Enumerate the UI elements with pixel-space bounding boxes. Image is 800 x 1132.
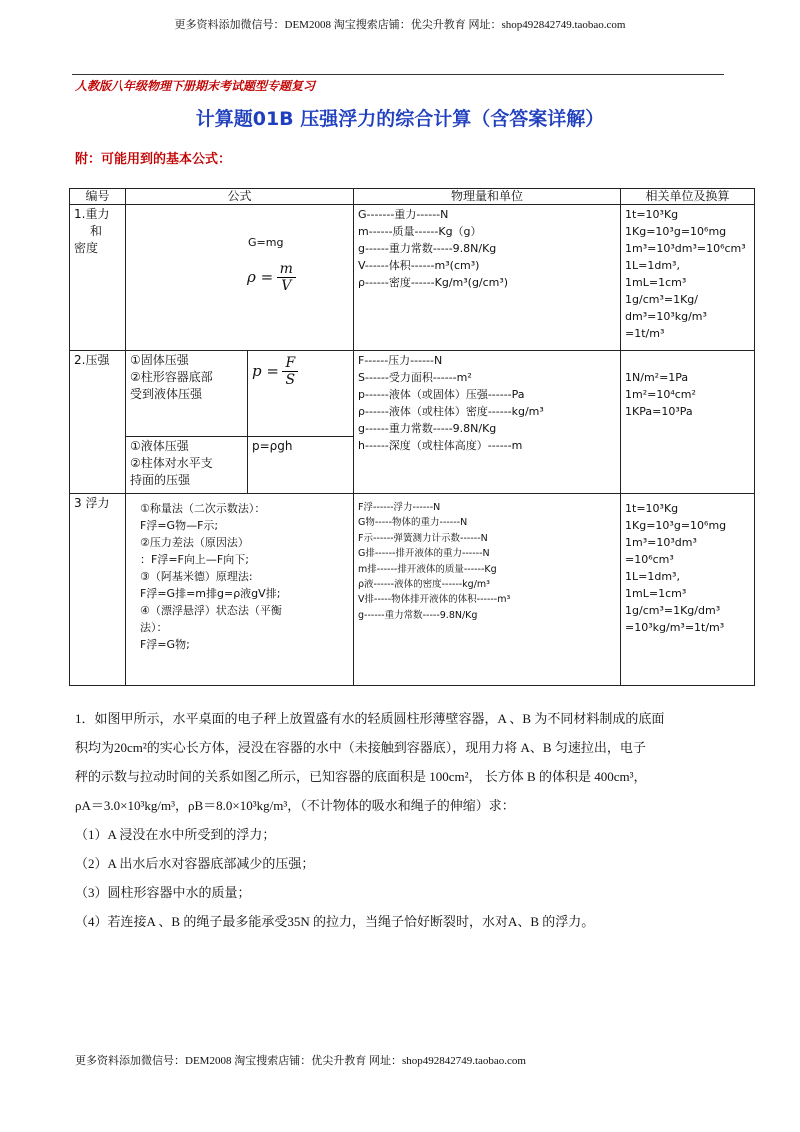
conversions-buoyancy: [621, 494, 755, 686]
pressure-liquid-formula: p=ρgh: [248, 437, 354, 494]
conversion-line: =10³kg/m³=1t/m³: [625, 621, 725, 634]
quantity-line: V排-----物体排开液体的体积------m³: [358, 594, 511, 606]
conversion-line: 1g/cm³=1Kg/: [625, 293, 698, 306]
table-header-row: [70, 189, 755, 205]
quantity-line: G-------重力------N: [358, 208, 449, 221]
pressure-solid-formula: [248, 351, 354, 437]
conversion-line: =10⁶cm³: [625, 553, 674, 566]
formula-cell-gravity: [126, 205, 354, 351]
conversion-line: 1KPa=10³Pa: [625, 405, 693, 418]
quantity-line: F示------弹簧测力计示数------N: [358, 532, 488, 544]
pressure-text-line: ①液体压强: [130, 439, 189, 453]
row-label-line: 1.重力: [74, 207, 110, 221]
pressure-text-line: 受到液体压强: [130, 387, 203, 401]
pressure-lhs: p =: [252, 362, 279, 380]
problem-stem-line: 秤的示数与拉动时间的关系如图乙所示，已知容器的底面积是 100cm²， 长方体 B 的体积是 400cm³，: [75, 769, 647, 784]
problem-block: [75, 704, 755, 936]
row-label-line: 和: [90, 224, 103, 238]
question-line: （1）A 浸没在水中所受到的浮力；: [75, 827, 276, 842]
quantities-gravity: [354, 205, 621, 351]
question-line: （4）若连接A 、B 的绳子最多能承受35N 的拉力，当绳子恰好断裂时，水对A、B 的浮力。: [75, 914, 595, 929]
method-line: ④（漂浮悬浮）状态法（平衡: [140, 604, 282, 617]
conversion-line: 1Kg=10³g=10⁶mg: [625, 519, 727, 532]
quantities-buoyancy: [354, 494, 621, 686]
pressure-liquid-text: [126, 437, 248, 494]
main-title: 计算题01B 压强浮力的综合计算（含答案详解）: [195, 108, 605, 130]
conversion-line: 1m³=10³dm³: [625, 536, 697, 549]
quantity-line: g------重力常数-----9.8N/Kg: [358, 609, 478, 621]
row-label-line: 密度: [74, 241, 99, 255]
problem-stem-line: 积均为20cm²的实心长方体，浸没在容器的水中（未接触到容器底），现用力将 A、B 匀速拉出，电子: [75, 740, 646, 755]
row-label-buoyancy: 3 浮力: [70, 494, 126, 686]
conversion-line: 1t=10³Kg: [625, 208, 679, 221]
quantity-line: p------液体（或固体）压强------Pa: [358, 388, 525, 401]
conversions-pressure: [621, 351, 755, 494]
header-divider: [72, 74, 724, 75]
conversion-line: 1t=10³Kg: [625, 502, 679, 515]
problem-stem-line: ρA＝3.0×10³kg/m³，ρB＝8.0×10³kg/m³，（不计物体的吸水和绳子的伸缩）求：: [75, 798, 515, 813]
pressure-solid-text: [126, 351, 248, 437]
question-line: （2）A 出水后水对容器底部减少的压强；: [75, 856, 315, 871]
conversion-line: 1L=1dm³,: [625, 570, 680, 583]
quantity-line: G物-----物体的重力------N: [358, 517, 468, 529]
quantity-line: g------重力常数-----9.8N/Kg: [358, 422, 497, 435]
conversion-line: 1m³=10³dm³=10⁶cm³: [625, 242, 746, 255]
quantities-pressure: [354, 351, 621, 494]
pressure-text-line: ②柱形容器底部: [130, 370, 213, 384]
quantity-line: V------体积------m³(cm³): [358, 259, 480, 272]
pressure-fraction: [282, 355, 298, 388]
quantity-line: S------受力面积------m²: [358, 371, 472, 384]
conversion-line: 1m²=10⁴cm²: [625, 388, 696, 401]
quantity-line: m排------排开液体的质量------Kg: [358, 563, 497, 575]
method-line: ①称量法（二次示数法）：: [140, 502, 266, 515]
quantity-line: h------深度（或柱体高度）------m: [358, 439, 523, 452]
page-header: 更多资料添加微信号：DEM2008 淘宝搜索店铺：优尖升教育 网址：shop492842749.taobao.com: [174, 19, 626, 31]
quantity-line: ρ------液体（或柱体）密度------kg/m³: [358, 405, 544, 418]
conversion-line: 1L=1dm³,: [625, 259, 680, 272]
buoyancy-methods: [126, 494, 354, 686]
quantity-line: ρ液------液体的密度------kg/m³: [358, 579, 490, 591]
conversion-line: 1g/cm³=1Kg/dm³: [625, 604, 721, 617]
table-row-gravity-density: [70, 205, 755, 351]
quantity-line: m------质量------Kg（g）: [358, 225, 482, 238]
row-label-pressure: 2.压强: [70, 351, 126, 494]
series-title: 人教版八年级物理下册期末考试题型专题复习: [75, 79, 316, 93]
quantity-line: F浮------浮力------N: [358, 502, 441, 513]
method-line: ③（阿基米德）原理法:: [140, 570, 253, 583]
fraction-numerator: F: [282, 355, 298, 372]
fraction-denominator: S: [285, 372, 296, 388]
density-lhs: ρ =: [247, 268, 274, 286]
conversion-line: 1mL=1cm³: [625, 587, 687, 600]
method-line: ②压力差法（原因法）: [140, 536, 249, 549]
pressure-text-line: 持面的压强: [130, 473, 191, 487]
problem-stem-line: 1．如图甲所示，水平桌面的电子秤上放置盛有水的轻质圆柱形薄壁容器，A 、B 为不同材料制成的底面: [75, 711, 665, 726]
question-line: （3）圆柱形容器中水的质量；: [75, 885, 251, 900]
formula-gravity: G=mg: [248, 236, 284, 249]
quantity-line: g------重力常数-----9.8N/Kg: [358, 242, 497, 255]
quantity-line: ρ------密度------Kg/m³(g/cm³): [358, 276, 509, 289]
row-label-gravity: [70, 205, 126, 351]
table-row-buoyancy: [70, 494, 755, 686]
method-line: F浮=G排=m排g=ρ液gV排;: [140, 587, 281, 600]
table-row-pressure-a: [70, 351, 755, 437]
quantity-line: G排------排开液体的重力------N: [358, 548, 490, 560]
header-conversions: 相关单位及换算: [621, 189, 755, 205]
conversion-line: =1t/m³: [625, 327, 665, 340]
conversion-line: dm³=10³kg/m³: [625, 310, 707, 323]
pressure-text-line: ①固体压强: [130, 353, 189, 367]
density-fraction: [277, 261, 296, 294]
quantity-line: F------压力------N: [358, 354, 443, 367]
method-line: F浮=G物;: [140, 638, 190, 651]
attachment-label: 附：可能用到的基本公式：: [75, 152, 232, 167]
formula-table: [69, 188, 755, 686]
conversions-gravity: [621, 205, 755, 351]
header-formula: 公式: [126, 189, 354, 205]
pressure-text-line: ②柱体对水平支: [130, 456, 213, 470]
method-line: 法）：: [140, 621, 168, 634]
fraction-numerator: m: [277, 261, 296, 278]
page-footer: 更多资料添加微信号：DEM2008 淘宝搜索店铺：优尖升教育 网址：shop492842749.taobao.com: [75, 1055, 526, 1067]
header-quantities: 物理量和单位: [354, 189, 621, 205]
fraction-denominator: V: [281, 278, 292, 294]
conversion-line: 1mL=1cm³: [625, 276, 687, 289]
method-line: ：F浮=F向上—F向下;: [140, 553, 249, 566]
formula-density: [130, 251, 349, 294]
conversion-line: 1Kg=10³g=10⁶mg: [625, 225, 727, 238]
header-number: 编号: [70, 189, 126, 205]
conversion-line: 1N/m²=1Pa: [625, 371, 689, 384]
method-line: F浮=G物—F示;: [140, 519, 219, 532]
